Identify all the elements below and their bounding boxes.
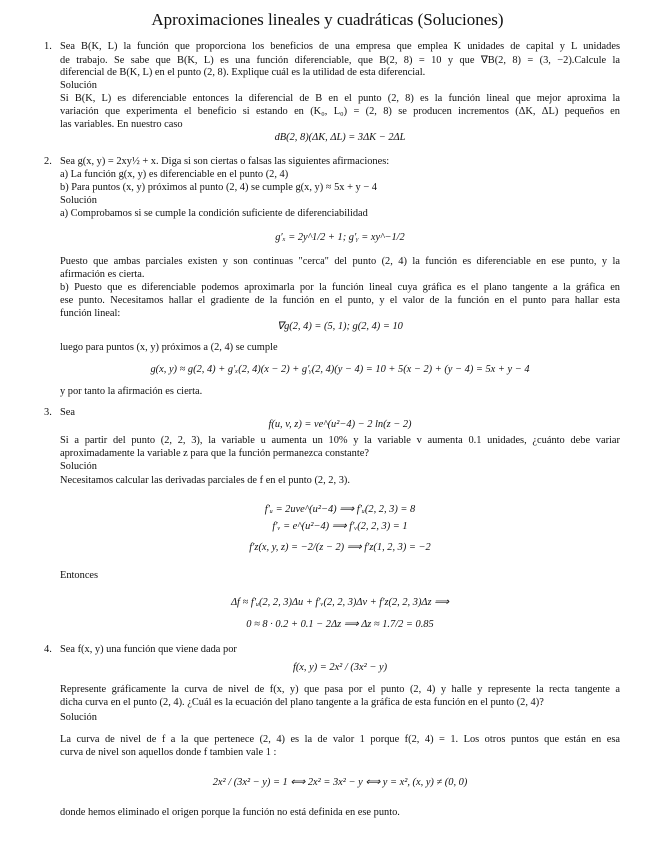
problem-3-text: Sea <box>60 407 76 418</box>
problem-1-solution: variación que experimenta el beneficio si estando en (K₀, L₀) = (2, 8) se producen incrementos (ΔK, ΔL) pequeños en <box>60 106 620 117</box>
equation: f′z(x, y, z) = −2/(z − 2) ⟹ f′z(1, 2, 3) = −2 <box>249 542 431 553</box>
problem-1-solution: las variables. En nuestro caso <box>60 119 183 130</box>
solution-label: Solución <box>60 461 97 472</box>
problem-4-text: Represente gráficamente la curva de nivel de f(x, y) que pasa por el punto (2, 4) y halle y represente la recta tangente a <box>60 684 620 695</box>
equation: f(x, y) = 2x² / (3x² − y) <box>292 662 388 673</box>
problem-4-solution: donde hemos eliminado el origen porque la función no está definida en ese punto. <box>60 807 400 818</box>
problem-2-solution: Puesto que ambas parciales existen y son continuas "cerca" del punto (2, 4) la función es diferenciable en ese punto, y la <box>60 256 620 267</box>
problem-2-text: b) Para puntos (x, y) próximos al punto (2, 4) se cumple g(x, y) ≈ 5x + y − 4 <box>60 182 377 193</box>
problem-1-solution: Si B(K, L) es diferenciable entonces la diferencial de B en el punto (2, 8) es la función lineal que mejor aproxima la <box>60 93 620 104</box>
problem-2-solution: afirmación es cierta. <box>60 269 145 280</box>
equation: f′ᵤ = 2uve^(u²−4) ⟹ f′ᵤ(2, 2, 3) = 8 <box>264 504 416 515</box>
equation: 0 ≈ 8 · 0.2 + 0.1 − 2Δz ⟹ Δz ≈ 1.7/2 = 0.85 <box>246 619 434 630</box>
problem-2-number: 2. <box>44 156 52 167</box>
problem-3-number: 3. <box>44 407 52 418</box>
problem-1-text: Sea B(K, L) la función que proporciona los beneficios de una empresa que emplea K unidades de capital y L unidades <box>60 41 620 52</box>
problem-2-solution: a) Comprobamos si se cumple la condición suficiente de diferenciabilidad <box>60 208 368 219</box>
problem-1-text: de trabajo. Se sabe que B(K, L) es una función diferenciable, que B(2, 8) = 10 y que ∇B(2, 8) = (3, −2).Calcule la <box>60 55 620 66</box>
equation: f(u, v, z) = ve^(u²−4) − 2 ln(z − 2) <box>268 419 412 430</box>
solution-label: Solución <box>60 80 97 91</box>
problem-4-text: Sea f(x, y) una función que viene dada por <box>60 644 237 655</box>
problem-1-number: 1. <box>44 41 52 52</box>
equation: ∇g(2, 4) = (5, 1); g(2, 4) = 10 <box>277 321 403 332</box>
problem-4-number: 4. <box>44 644 52 655</box>
page-title: Aproximaciones lineales y cuadráticas (Soluciones) <box>151 10 504 29</box>
problem-2-solution: función lineal: <box>60 308 121 319</box>
problem-2-solution: y por tanto la afirmación es cierta. <box>60 386 203 397</box>
problem-2-text: Sea g(x, y) = 2xy½ + x. Diga si son ciertas o falsas las siguientes afirmaciones: <box>60 156 390 167</box>
problem-2-solution: b) Puesto que es diferenciable podemos aproximarla por la función lineal cuya gráfica es el plano tangente a la gráfica en <box>60 282 620 293</box>
problem-3-text: Si a partir del punto (2, 2, 3), la variable u aumenta un 10% y la variable v aumenta 0.1 unidades, ¿cuánto debe variar <box>60 435 620 446</box>
problem-2-solution: ese punto. Necesitamos hallar el gradiente de la función en el punto, y el valor de la función en el punto para hallar esta <box>60 295 620 306</box>
solution-label: Solución <box>60 712 97 723</box>
equation: g′ₓ = 2y^1/2 + 1; g′ᵧ = xy^−1/2 <box>275 232 405 243</box>
problem-4-solution: curva de nivel son aquellos donde f tambien vale 1 : <box>60 747 277 758</box>
problem-1-text: diferencial de B(K, L) en el punto (2, 8). Explique cuál es la utilidad de esta diferencial. <box>60 67 426 78</box>
equation: 2x² / (3x² − y) = 1 ⟺ 2x² = 3x² − y ⟺ y = x², (x, y) ≠ (0, 0) <box>212 777 468 788</box>
problem-3-solution: Entonces <box>60 570 99 581</box>
problem-3-solution: Necesitamos calcular las derivadas parciales de f en el punto (2, 2, 3). <box>60 475 350 486</box>
problem-2-solution: luego para puntos (x, y) próximos a (2, 4) se cumple <box>60 342 278 353</box>
problem-3-text: aproximadamente la variable z para que la función permanezca constante? <box>60 448 369 459</box>
problem-4-text: dicha curva en el punto (2, 4). ¿Cuál es la ecuación del plano tangente a la gráfica de esta función en el punto (2, 4)? <box>60 697 544 708</box>
problem-4-solution: La curva de nivel de f a la que pertenece (2, 4) es la de valor 1 porque f(2, 4) = 1. Los otros puntos que están en esa <box>60 734 620 745</box>
equation: dB(2, 8)(ΔK, ΔL) = 3ΔK − 2ΔL <box>274 132 406 143</box>
equation: f′ᵥ = e^(u²−4) ⟹ f′ᵥ(2, 2, 3) = 1 <box>272 521 408 532</box>
equation: Δf ≈ f′ᵤ(2, 2, 3)Δu + f′ᵥ(2, 2, 3)Δv + f′z(2, 2, 3)Δz ⟹ <box>230 597 450 608</box>
problem-2-text: a) La función g(x, y) es diferenciable en el punto (2, 4) <box>60 169 289 180</box>
solution-label: Solución <box>60 195 97 206</box>
equation: g(x, y) ≈ g(2, 4) + g′ₓ(2, 4)(x − 2) + g′ᵧ(2, 4)(y − 4) = 10 + 5(x − 2) + (y − 4) = 5x + y − 4 <box>150 364 530 375</box>
